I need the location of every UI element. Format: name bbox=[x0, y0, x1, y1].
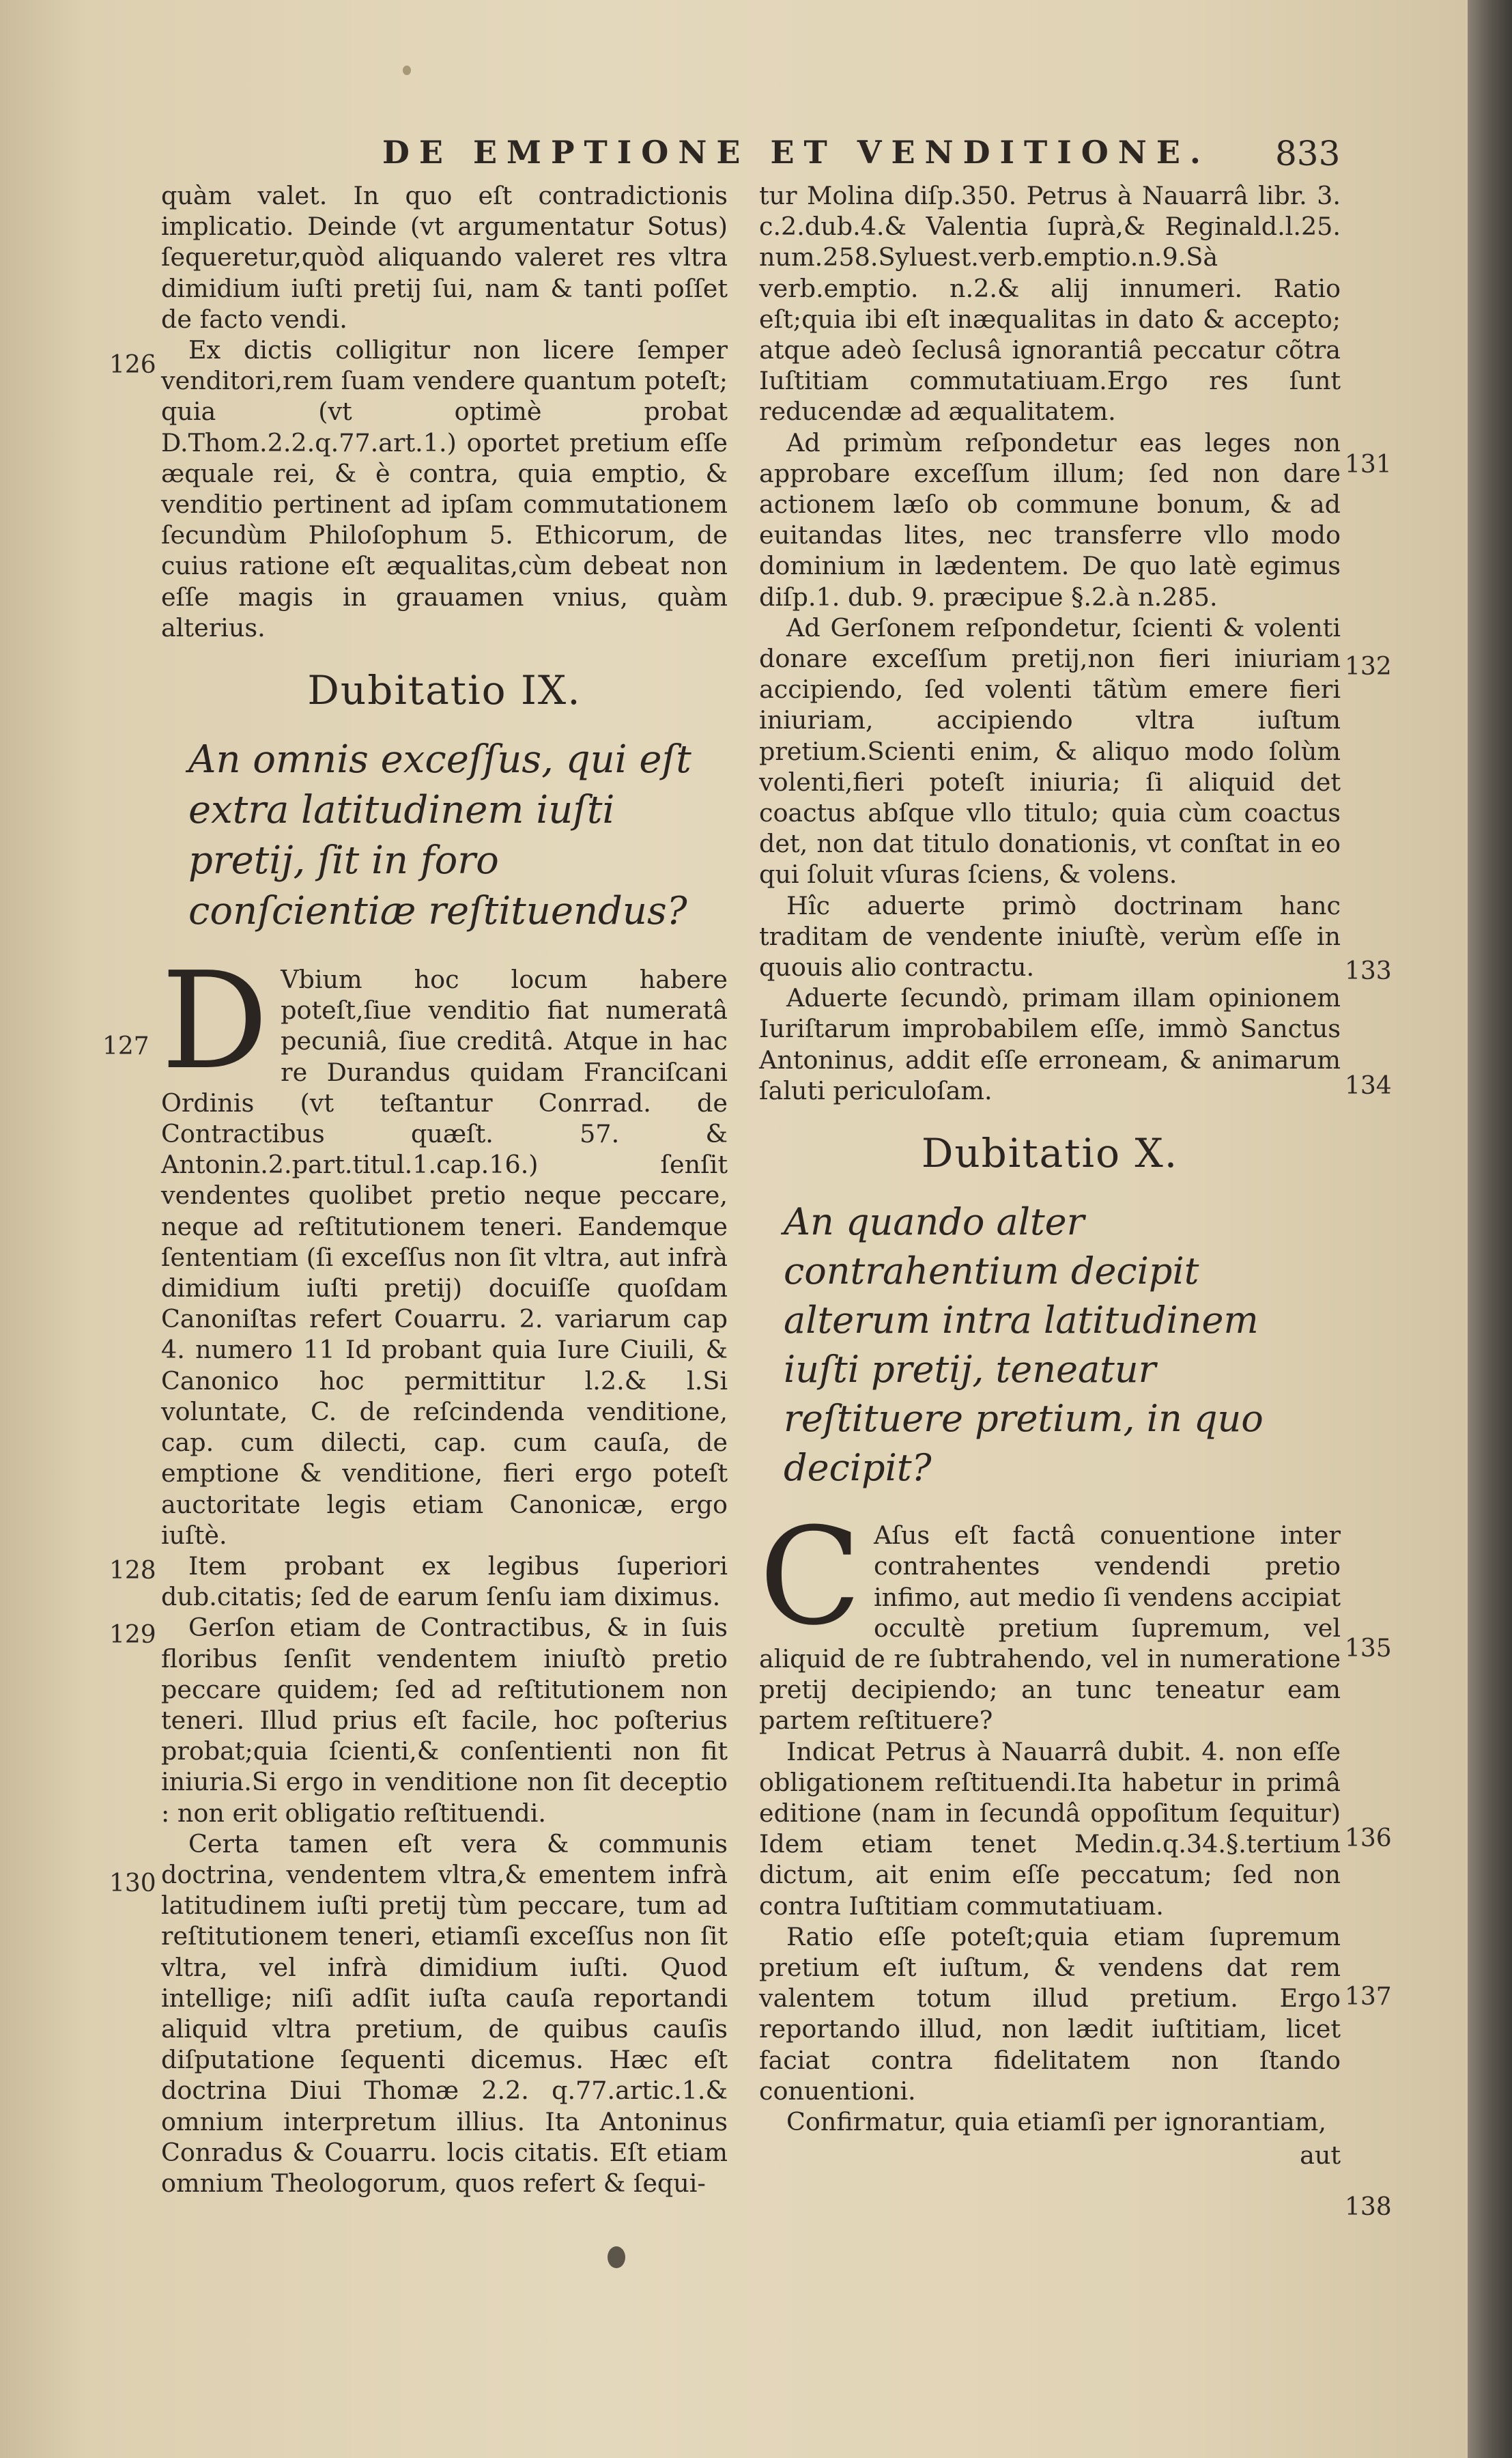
paragraph: Gerſon etiam de Contractibus, & in ſuis floribus ſenſit vendentem iniuſtò pretio peccare quidem; ſed ad reſtitutionem non teneri. Illud prius eſt facile, hoc poſterius probat;quia ſcienti,& conſentienti non fit iniuria.Si ergo in venditione non ſit deceptio : non erit obligatio reſtituendi. bbox=[161, 1613, 728, 1828]
ink-blot bbox=[608, 2246, 625, 2268]
margin-number: 129 bbox=[109, 1621, 156, 1649]
section-heading: Dubitatio IX. bbox=[307, 667, 582, 714]
margin-number: 136 bbox=[1345, 1824, 1392, 1852]
paragraph: Ad primùm reſpondetur eas leges non approbare exceſſum illum; ſed non dare actionem læſo ob commune bonum, & ad euitandas lites, nec transferre vllo modo dominium in lædentem. De quo latè egimus diſp.1. dub. 9. præcipue §.2.à n.285. bbox=[759, 427, 1341, 612]
left-column bbox=[161, 180, 728, 2199]
section-heading: Dubitatio X. bbox=[921, 1130, 1179, 1177]
margin-number: 135 bbox=[1345, 1635, 1392, 1663]
page-number: 833 bbox=[1275, 134, 1341, 173]
running-head: DE EMPTIONE ET VENDITIONE. bbox=[382, 134, 1210, 171]
margin-number: 130 bbox=[109, 1869, 156, 1897]
paragraph-text: Vbium hoc locum habere poteſt,ſiue venditio fiat numeratâ pecuniâ, ſiue creditâ. Atque in hac re Durandus quidam Franciſcani Ordinis (vt teſtantur Conrrad. de Contractibus quæſt. 57. & Antonin.2.part.titul.1.cap.16.) ſenſit vendentes quolibet pretio neque peccare, neque ad reſtitutionem teneri. Eandemque ſententiam (ſi exceſſus non ſit vltra, aut infrà dimidium iuſti pretij) docuiſſe quoſdam Canoniſtas refert Couarru. 2. variarum cap 4. numero 11 Id probant quia Iure Ciuili, & Canonico hoc permittitur l.2.& l.Si voluntate, C. de reſcindenda venditione, cap. cum dilecti, cap. cum cauſa, de emptione & venditione, fieri ergo poteſt auctoritate legis etiam Canonicæ, ergo iuſtè. bbox=[161, 965, 728, 1550]
paragraph: Confirmatur, quia etiamſi per ignorantiam, bbox=[786, 2106, 1326, 2136]
paragraph: Ratio eſſe poteſt;quia etiam ſupremum pretium eſt iuſtum, & vendens dat rem valentem totum illud pretium. Ergo reportando illud, non lædit iuſtitiam, licet faciat contra fidelitatem non ſtando conuentioni. bbox=[759, 1921, 1341, 2106]
question-heading: An omnis exceſſus, qui eſt extra latitudinem iuſti pretij, ſit in foro conſcientiæ reſtituendus? bbox=[188, 737, 691, 934]
drop-cap: C bbox=[759, 1499, 861, 1656]
drop-cap: D bbox=[161, 944, 269, 1100]
paragraph: Ad Gerſonem reſpondetur, ſcienti & volenti donare exceſſum pretij,non fieri iniuriam accipiendo, ſed volenti tãtùm emere fieri iniuriam, accipiendo vltra iuſtum pretium.Scienti enim, & aliquo modo ſolùm volenti,fieri poteſt iniuria; ſi aliquid det coactus abſque vllo titulo; quia cùm coactus det, non dat titulo donationis, vt conſtat in eo qui ſoluit vſuras ſciens, & volens. bbox=[759, 612, 1341, 890]
paragraph: tur Molina diſp.350. Petrus à Nauarrâ libr. 3. c.2.dub.4.& Valentia ſuprà,& Reginald.l.25. num.258.Syluest.verb.emptio.n.9.Sà verb.emptio. n.2.& alij innumeri. Ratio eſt;quia ibi eſt inæqualitas in dato & accepto; atque adeò ſeclusâ ignorantiâ peccatur cõtra Iuſtitiam commutatiuam.Ergo res ſunt reducendæ ad æqualitatem. bbox=[759, 181, 1341, 427]
catchword: aut bbox=[1300, 2141, 1341, 2171]
margin-number: 128 bbox=[109, 1557, 156, 1585]
paragraph: Item probant ex legibus ſuperiori dub.citatis; ſed de earum ſenſu iam diximus. bbox=[161, 1551, 728, 1612]
paragraph: Ex dictis colligitur non licere ſemper venditori,rem ſuam vendere quantum poteſt; quia (vt optimè probat D.Thom.2.2.q.77.art.1.) oportet pretium eſſe æquale rei, & è contra, quia emptio, & venditio pertinent ad ipſam commutationem ſecundùm Philoſophum 5. Ethicorum, de cuius ratione eſt æqualitas,cùm debeat non eſſe magis in grauamen vnius, quàm alterius. bbox=[161, 335, 728, 642]
paragraph: Hîc aduerte primò doctrinam hanc traditam de vendente iniuſtè, verùm eſſe in quouis alio contractu. bbox=[759, 890, 1341, 983]
margin-number: 134 bbox=[1345, 1072, 1392, 1100]
paragraph bbox=[759, 1499, 1341, 1736]
margin-number: 138 bbox=[1345, 2193, 1392, 2221]
paragraph: Indicat Petrus à Nauarrâ dubit. 4. non eſſe obligationem reſtituendi.Ita habetur in primâ editione (nam in ſecundâ oppoſitum ſequitur) Idem etiam tenet Medin.q.34.§.tertium dictum, ait enim eſſe peccatum; ſed non contra Iuſtitiam commutatiuam. bbox=[759, 1736, 1341, 1921]
paragraph: Certa tamen eſt vera & communis doctrina, vendentem vltra,& ementem infrà latitudinem iuſti pretij tùm peccare, tum ad reſtitutionem teneri, etiamſi exceſſus non ſit vltra, vel infrà dimidium iuſti. Quod intellige; niſi adſit iuſta cauſa reportandi aliquid vltra pretium, de quibus cauſis diſputatione ſequenti dicemus. Hæc eſt doctrina Diui Thomæ 2.2. q.77.artic.1.& omnium interpretum illius. Ita Antoninus Conradus & Couarru. locis citatis. Eſt etiam omnium Theologorum, quos refert & ſequi- bbox=[161, 1828, 728, 2198]
margin-number: 133 bbox=[1345, 957, 1392, 985]
margin-number: 137 bbox=[1345, 1983, 1392, 2011]
page-edge-shadow bbox=[1468, 0, 1512, 2458]
margin-number: 127 bbox=[102, 1032, 149, 1060]
paragraph bbox=[161, 944, 728, 1551]
ink-spot bbox=[403, 66, 411, 75]
margin-number: 126 bbox=[109, 351, 156, 379]
margin-number: 132 bbox=[1345, 653, 1392, 681]
paragraph: quàm valet. In quo eſt contradictionis implicatio. Deinde (vt argumentatur Sotus) ſequeretur,quòd aliquando valeret res vltra dimidium iuſti pretij ſui, nam & tanti poſſet de facto vendi. bbox=[161, 181, 728, 334]
right-column bbox=[759, 180, 1341, 2171]
question-heading: An quando alter contrahentium decipit alterum intra latitudinem iuſti pretij, teneatur reſtituere pretium, in quo decipit? bbox=[784, 1200, 1264, 1490]
paragraph: Aduerte ſecundò, primam illam opinionem Iuriſtarum improbabilem eſſe, immò Sanctus Antoninus, addit eſſe erroneam, & animarum ſaluti periculoſam. bbox=[759, 983, 1341, 1105]
margin-number: 131 bbox=[1345, 451, 1392, 479]
paragraph-text: Aſus eſt factâ conuentione inter contrahentes vendendi pretio infimo, aut medio ſi vendens accipiat occultè pretium ſupremum, vel aliquid de re ſubtrahendo, vel in numeratione pretij decipiendo; an tunc teneatur eam partem reſtituere? bbox=[759, 1521, 1341, 1736]
